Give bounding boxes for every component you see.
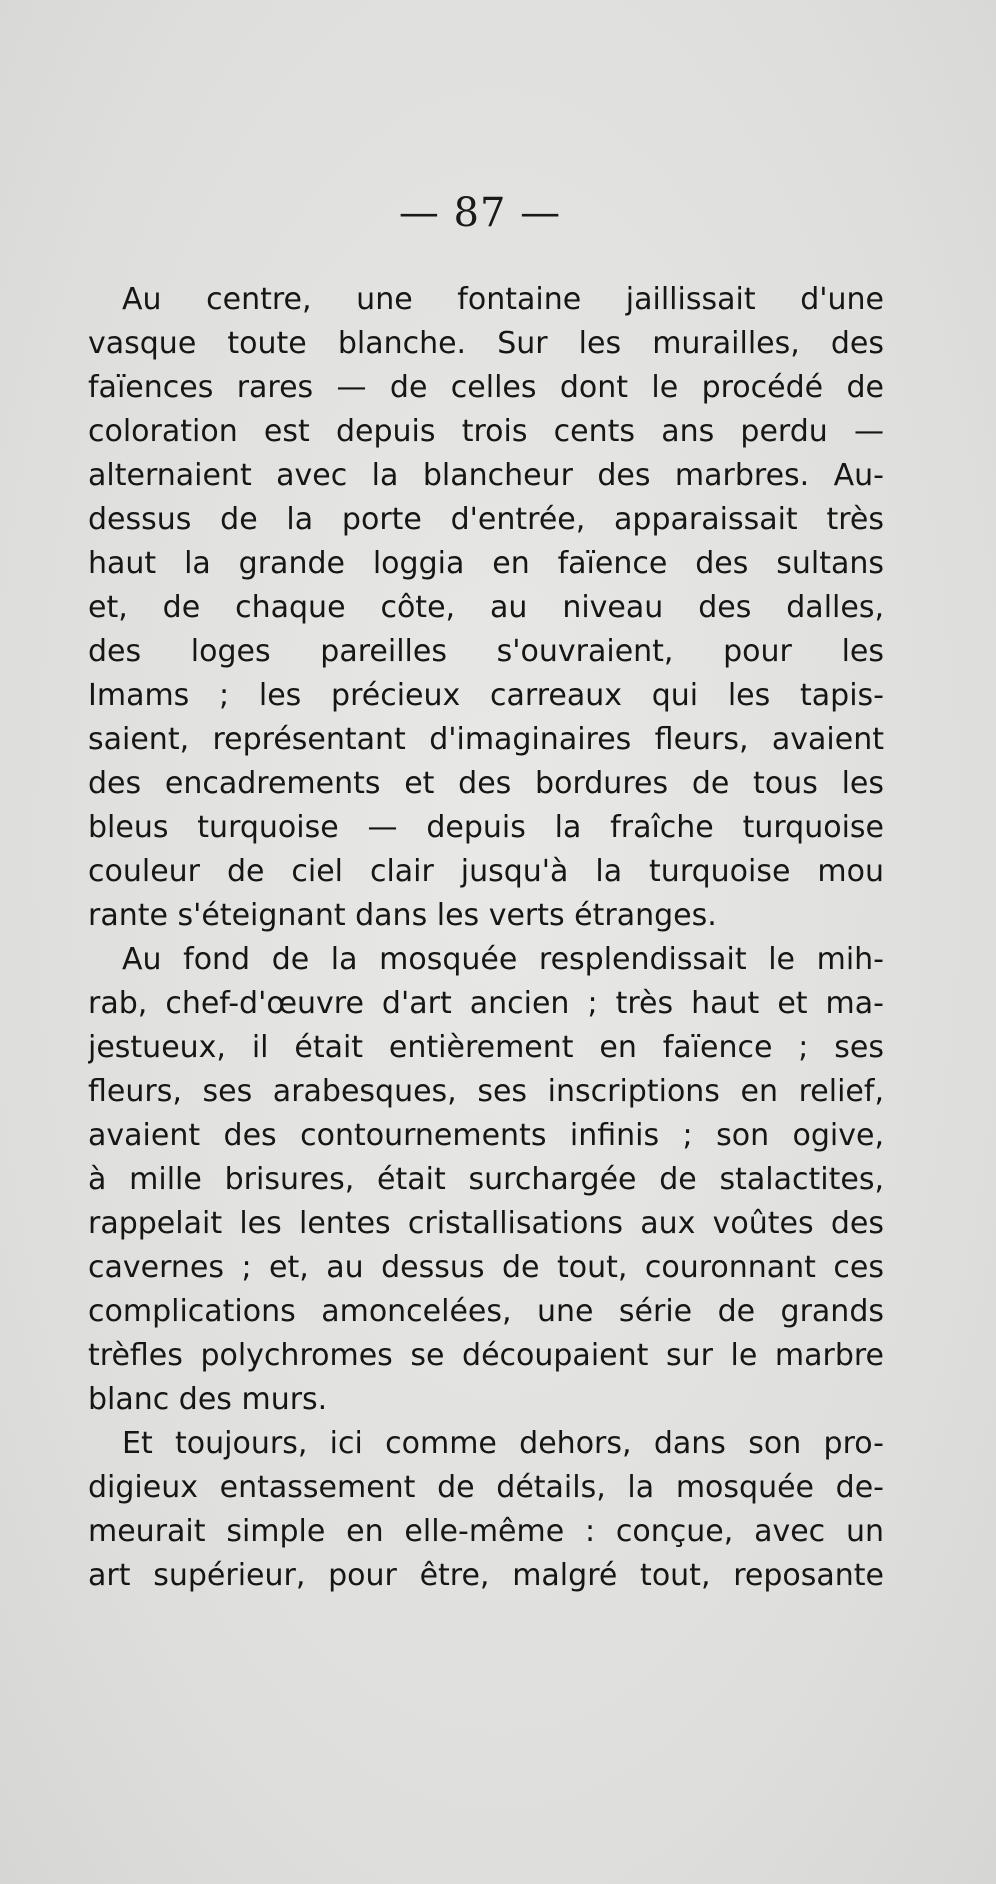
paragraph-1 <box>88 278 884 938</box>
text-line: avaient des contournements infinis ; son ogive, <box>88 1118 884 1153</box>
text-line: dessus de la porte d'entrée, apparaissait très <box>88 502 884 537</box>
text-line: Au centre, une fontaine jaillissait d'une <box>122 282 884 317</box>
text-line: cavernes ; et, au dessus de tout, couronnant ces <box>88 1250 884 1285</box>
text-line: à mille brisures, était surchargée de stalactites, <box>88 1162 884 1197</box>
text-line: meurait simple en elle-même : conçue, avec un <box>88 1514 884 1549</box>
text-line: bleus turquoise — depuis la fraîche turquoise <box>88 810 884 845</box>
text-line: couleur de ciel clair jusqu'à la turquoise mou <box>88 854 884 889</box>
text-line: complications amoncelées, une série de grands <box>88 1294 884 1329</box>
text-line: Imams ; les précieux carreaux qui les tapis- <box>88 678 884 713</box>
body-text <box>88 278 884 1598</box>
text-line: jestueux, il était entièrement en faïence ; ses <box>88 1030 884 1065</box>
text-line: trèfles polychromes se découpaient sur le marbre <box>88 1338 884 1373</box>
text-line: digieux entassement de détails, la mosquée de- <box>88 1470 884 1505</box>
text-line: rappelait les lentes cristallisations aux voûtes des <box>88 1206 884 1241</box>
text-line: faïences rares — de celles dont le procédé de <box>88 370 884 405</box>
text-line: haut la grande loggia en faïence des sultans <box>88 546 884 581</box>
text-line: fleurs, ses arabesques, ses inscriptions en relief, <box>88 1074 884 1109</box>
text-line: Au fond de la mosquée resplendissait le mih- <box>122 942 884 977</box>
page-number: — 87 — <box>398 190 562 236</box>
text-line: rante s'éteignant dans les verts étranges. <box>88 898 717 933</box>
text-line: des loges pareilles s'ouvraient, pour les <box>88 634 884 669</box>
text-line: des encadrements et des bordures de tous les <box>88 766 884 801</box>
text-line: coloration est depuis trois cents ans perdu — <box>88 414 884 449</box>
text-line: et, de chaque côte, au niveau des dalles, <box>88 590 884 625</box>
paragraph-3 <box>88 1422 884 1598</box>
text-line: rab, chef-d'œuvre d'art ancien ; très haut et ma- <box>88 986 884 1021</box>
text-line: saient, représentant d'imaginaires fleurs, avaient <box>88 722 884 757</box>
text-line: Et toujours, ici comme dehors, dans son pro- <box>122 1426 884 1461</box>
text-line: art supérieur, pour être, malgré tout, reposante <box>88 1558 884 1593</box>
paragraph-2 <box>88 938 884 1422</box>
text-line: alternaient avec la blancheur des marbres. Au- <box>88 458 884 493</box>
text-line: blanc des murs. <box>88 1382 328 1417</box>
text-line: vasque toute blanche. Sur les murailles, des <box>88 326 884 361</box>
